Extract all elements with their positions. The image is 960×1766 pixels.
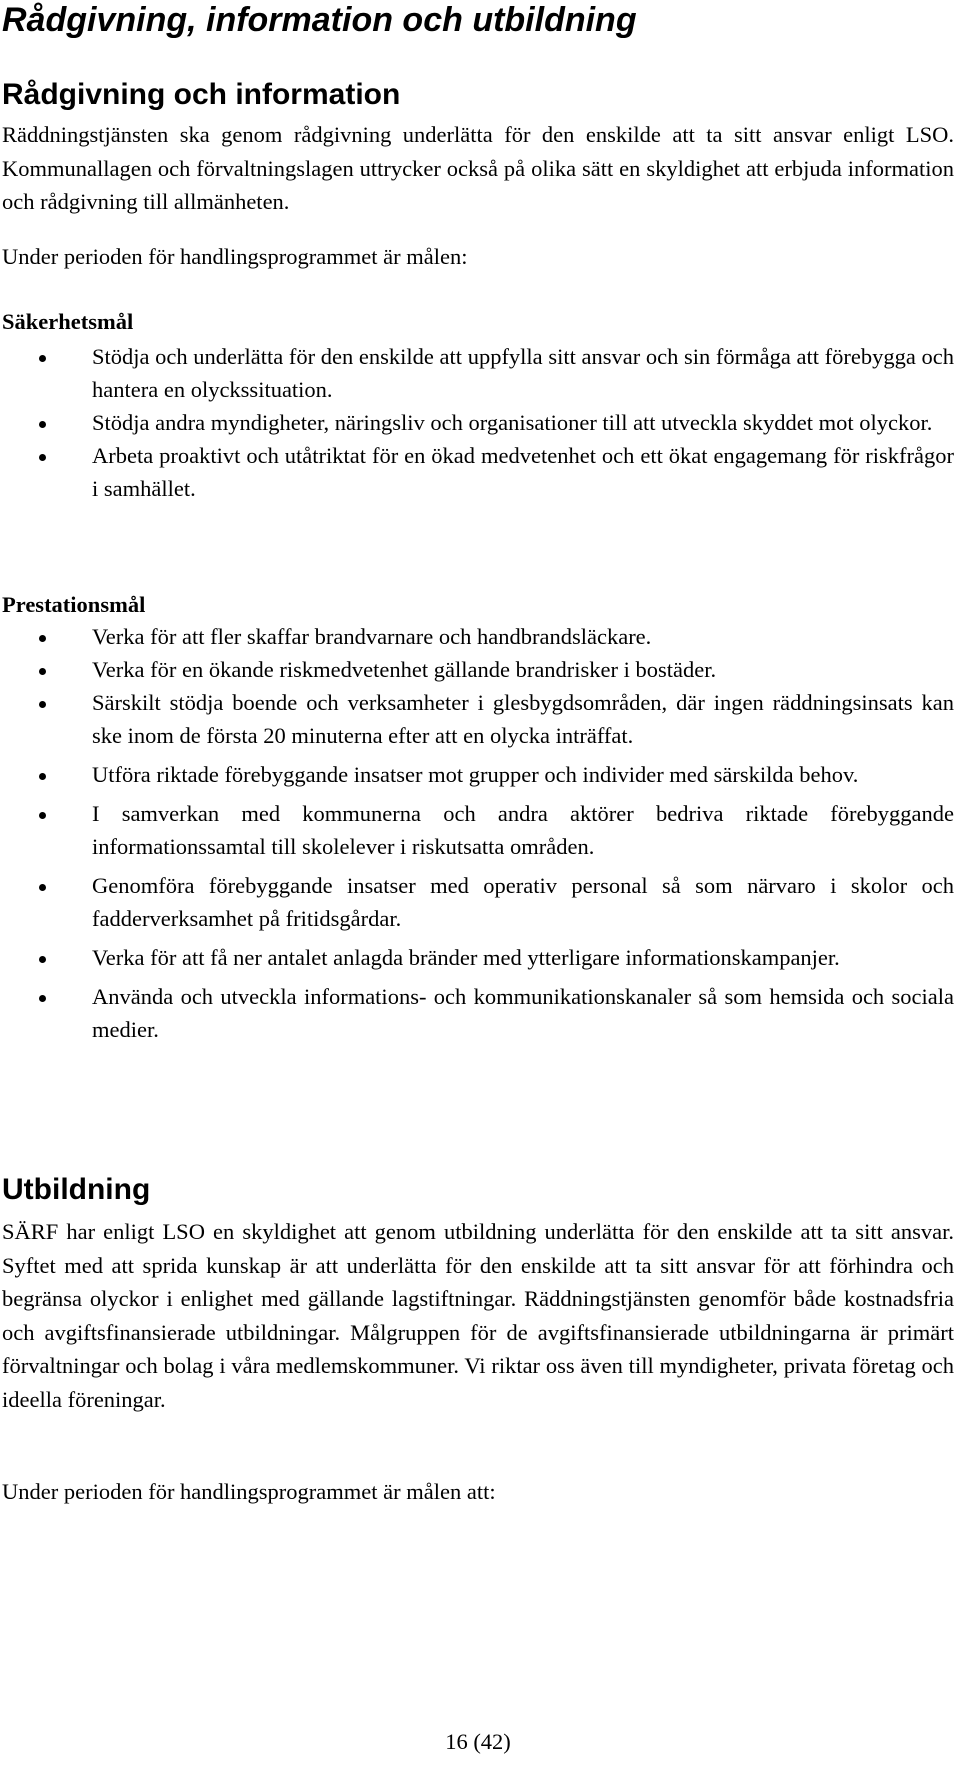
performance-goals-list <box>2 620 954 1046</box>
list-item: Arbeta proaktivt och utåtriktat för en ökad medvetenhet och ett ökat engagemang för riskfrågor i samhället. <box>2 439 954 505</box>
list-item: Särskilt stödja boende och verksamheter i glesbygdsområden, där ingen räddningsinsats kan ske inom de första 20 minuterna efter att en olycka inträffat. <box>2 686 954 752</box>
list-item: Verka för en ökande riskmedvetenhet gällande brandrisker i bostäder. <box>2 653 954 686</box>
bullet-icon <box>39 668 46 675</box>
section-heading-education: Utbildning <box>2 1173 151 1206</box>
bullet-icon <box>39 956 46 963</box>
list-item: Utföra riktade förebyggande insatser mot grupper och individer med särskilda behov. <box>2 758 954 791</box>
list-item: Genomföra förebyggande insatser med operativ personal så som närvaro i skolor och fadderverksamhet på fritidsgårdar. <box>2 869 954 935</box>
advice-period-text: Under perioden för handlingsprogrammet är målen: <box>2 244 468 269</box>
bullet-icon <box>39 454 46 461</box>
section-heading-advice: Rådgivning och information <box>2 78 401 111</box>
bullet-icon <box>39 701 46 708</box>
page-number: 16 (42) <box>445 1729 511 1754</box>
list-item: Verka för att fler skaffar brandvarnare och handbrandsläckare. <box>2 620 954 653</box>
list-item: Använda och utveckla informations- och kommunikationskanaler så som hemsida och sociala medier. <box>2 980 954 1046</box>
safety-goals-list <box>2 340 954 505</box>
list-item: Verka för att få ner antalet anlagda bränder med ytterligare informationskampanjer. <box>2 941 954 974</box>
list-item: Stödja andra myndigheter, näringsliv och organisationer till att utveckla skyddet mot olyckor. <box>2 406 954 439</box>
bullet-icon <box>39 635 46 642</box>
bullet-icon <box>39 812 46 819</box>
safety-goals-label: Säkerhetsmål <box>2 309 134 334</box>
bullet-icon <box>39 773 46 780</box>
bullet-icon <box>39 884 46 891</box>
performance-goals-label: Prestationsmål <box>2 592 146 617</box>
education-body-paragraph: SÄRF har enligt LSO en skyldighet att genom utbildning underlätta för den enskilde att ta sitt ansvar. Syftet med att sprida kunskap är att underlätta för den enskilde att ta sitt ansvar för att förhindra och begränsa olyckor i enlighet med gällande lagstiftningar. Räddningstjänsten genomför både kostnadsfria och avgiftsfinansierade utbildningar. Målgruppen för de avgiftsfinansierade utbildningarna är primärt förvaltningar och bolag i våra medlemskommuner. Vi riktar oss även till myndigheter, privata företag och ideella föreningar. <box>2 1219 954 1412</box>
page-title: Rådgivning, information och utbildning <box>2 1 637 39</box>
bullet-icon <box>39 995 46 1002</box>
bullet-icon <box>39 355 46 362</box>
education-period-text: Under perioden för handlingsprogrammet är målen att: <box>2 1479 496 1504</box>
bullet-icon <box>39 421 46 428</box>
advice-intro-paragraph: Räddningstjänsten ska genom rådgivning underlätta för den enskilde att ta sitt ansvar enligt LSO. Kommunallagen och förvaltningslagen uttrycker också på olika sätt en skyldighet att erbjuda information och rådgivning till allmänheten. <box>2 122 954 214</box>
list-item: I samverkan med kommunerna och andra aktörer bedriva riktade förebyggande informationssamtal till skolelever i riskutsatta områden. <box>2 797 954 863</box>
list-item: Stödja och underlätta för den enskilde att uppfylla sitt ansvar och sin förmåga att förebygga och hantera en olyckssituation. <box>2 340 954 406</box>
